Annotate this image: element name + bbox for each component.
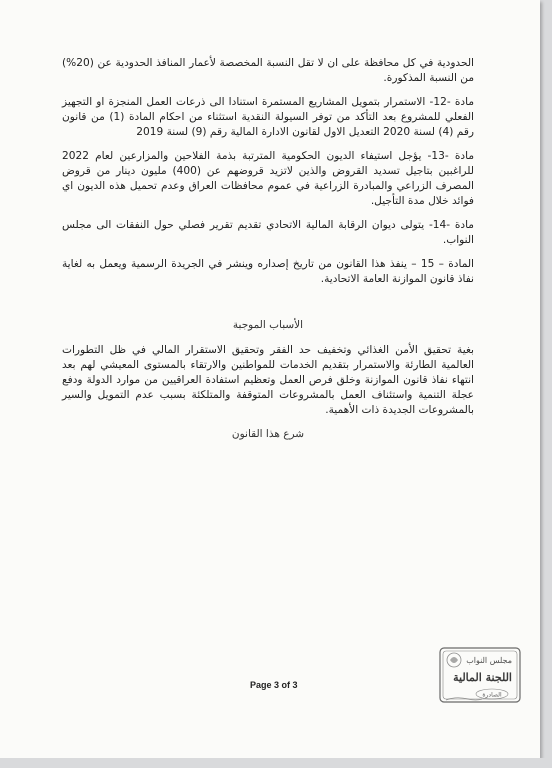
closing-line: شرع هذا القانون xyxy=(231,428,305,440)
page-number: Page 3 of 3 xyxy=(250,680,298,690)
document-body xyxy=(62,56,474,442)
stamp-line-3: الصادرة xyxy=(482,691,502,699)
paragraph-article-12: مادة -12- الاستمرار بتمويل المشاريع المستمرة استنادا الى ذرعات العمل المنجزة او التجهيز الفعلي للمشروع بعد التأكد من توفر السيولة النقدية استثناء من احكام المادة (1) من قانون رقم (4) لسنة 2020 التعديل الاول لقانون الادارة المالية رقم (9) لسنة 2019 xyxy=(62,96,474,138)
paragraph-article-13: مادة -13- يؤجل استيفاء الديون الحكومية المترتبة بذمة الفلاحين والمزارعين لعام 2022 للراغبين بتاجيل تسديد القروض والذين لاتزيد قروضهم عن (400) مليون دينار من قروض المصرف الزراعي والمبادرة الزراعية في عموم محافظات العراق وعدم تحميل هذه الديون اي فوائد خلال مدة التأجيل. xyxy=(62,150,475,207)
paragraph-article-15: المادة – 15 – ينفذ هذا القانون من تاريخ إصداره وينشر في الجريدة الرسمية ويعمل به لغاية نفاذ قانون الموازنة العامة الاتحادية. xyxy=(62,258,475,285)
paragraph-article-14: مادة -14- يتولى ديوان الرقابة المالية الاتحادي تقديم تقرير فصلي حول النفقات الى مجلس النواب. xyxy=(62,219,474,246)
stamp-line-1: مجلس النواب xyxy=(466,656,512,665)
official-stamp xyxy=(432,634,528,714)
reasons-heading: الأسباب الموجبة xyxy=(232,319,304,331)
stamp-graphic xyxy=(432,634,528,714)
stamp-line-2: اللجنة المالية xyxy=(453,671,512,684)
scan-background xyxy=(0,758,552,768)
reasons-paragraph: بغية تحقيق الأمن الغذائي وتخفيف حد الفقر وتحقيق الاستقرار المالي في ظل التطورات العالمية الطارئة والاستمرار بتقديم الخدمات للمواطنين والارتقاء بالمستوى المعيشي لهم بعد انتهاء نفاذ قانون الموازنة وخلق فرص العمل وتعظيم استفادة العراقيين من موارد الدولة ودفع عجلة التنمية واستئناف العمل بالمشروعات المتوقفة والمتلكئة بسبب عدم التمويل والسير بالمشروعات الجديدة ذات الأهمية. xyxy=(62,344,474,416)
paragraph-border-ports: الحدودية في كل محافظة على ان لا تقل النسبة المخصصة لأعمار المنافذ الحدودية عن (20%) من النسبة المذكورة. xyxy=(62,57,474,84)
